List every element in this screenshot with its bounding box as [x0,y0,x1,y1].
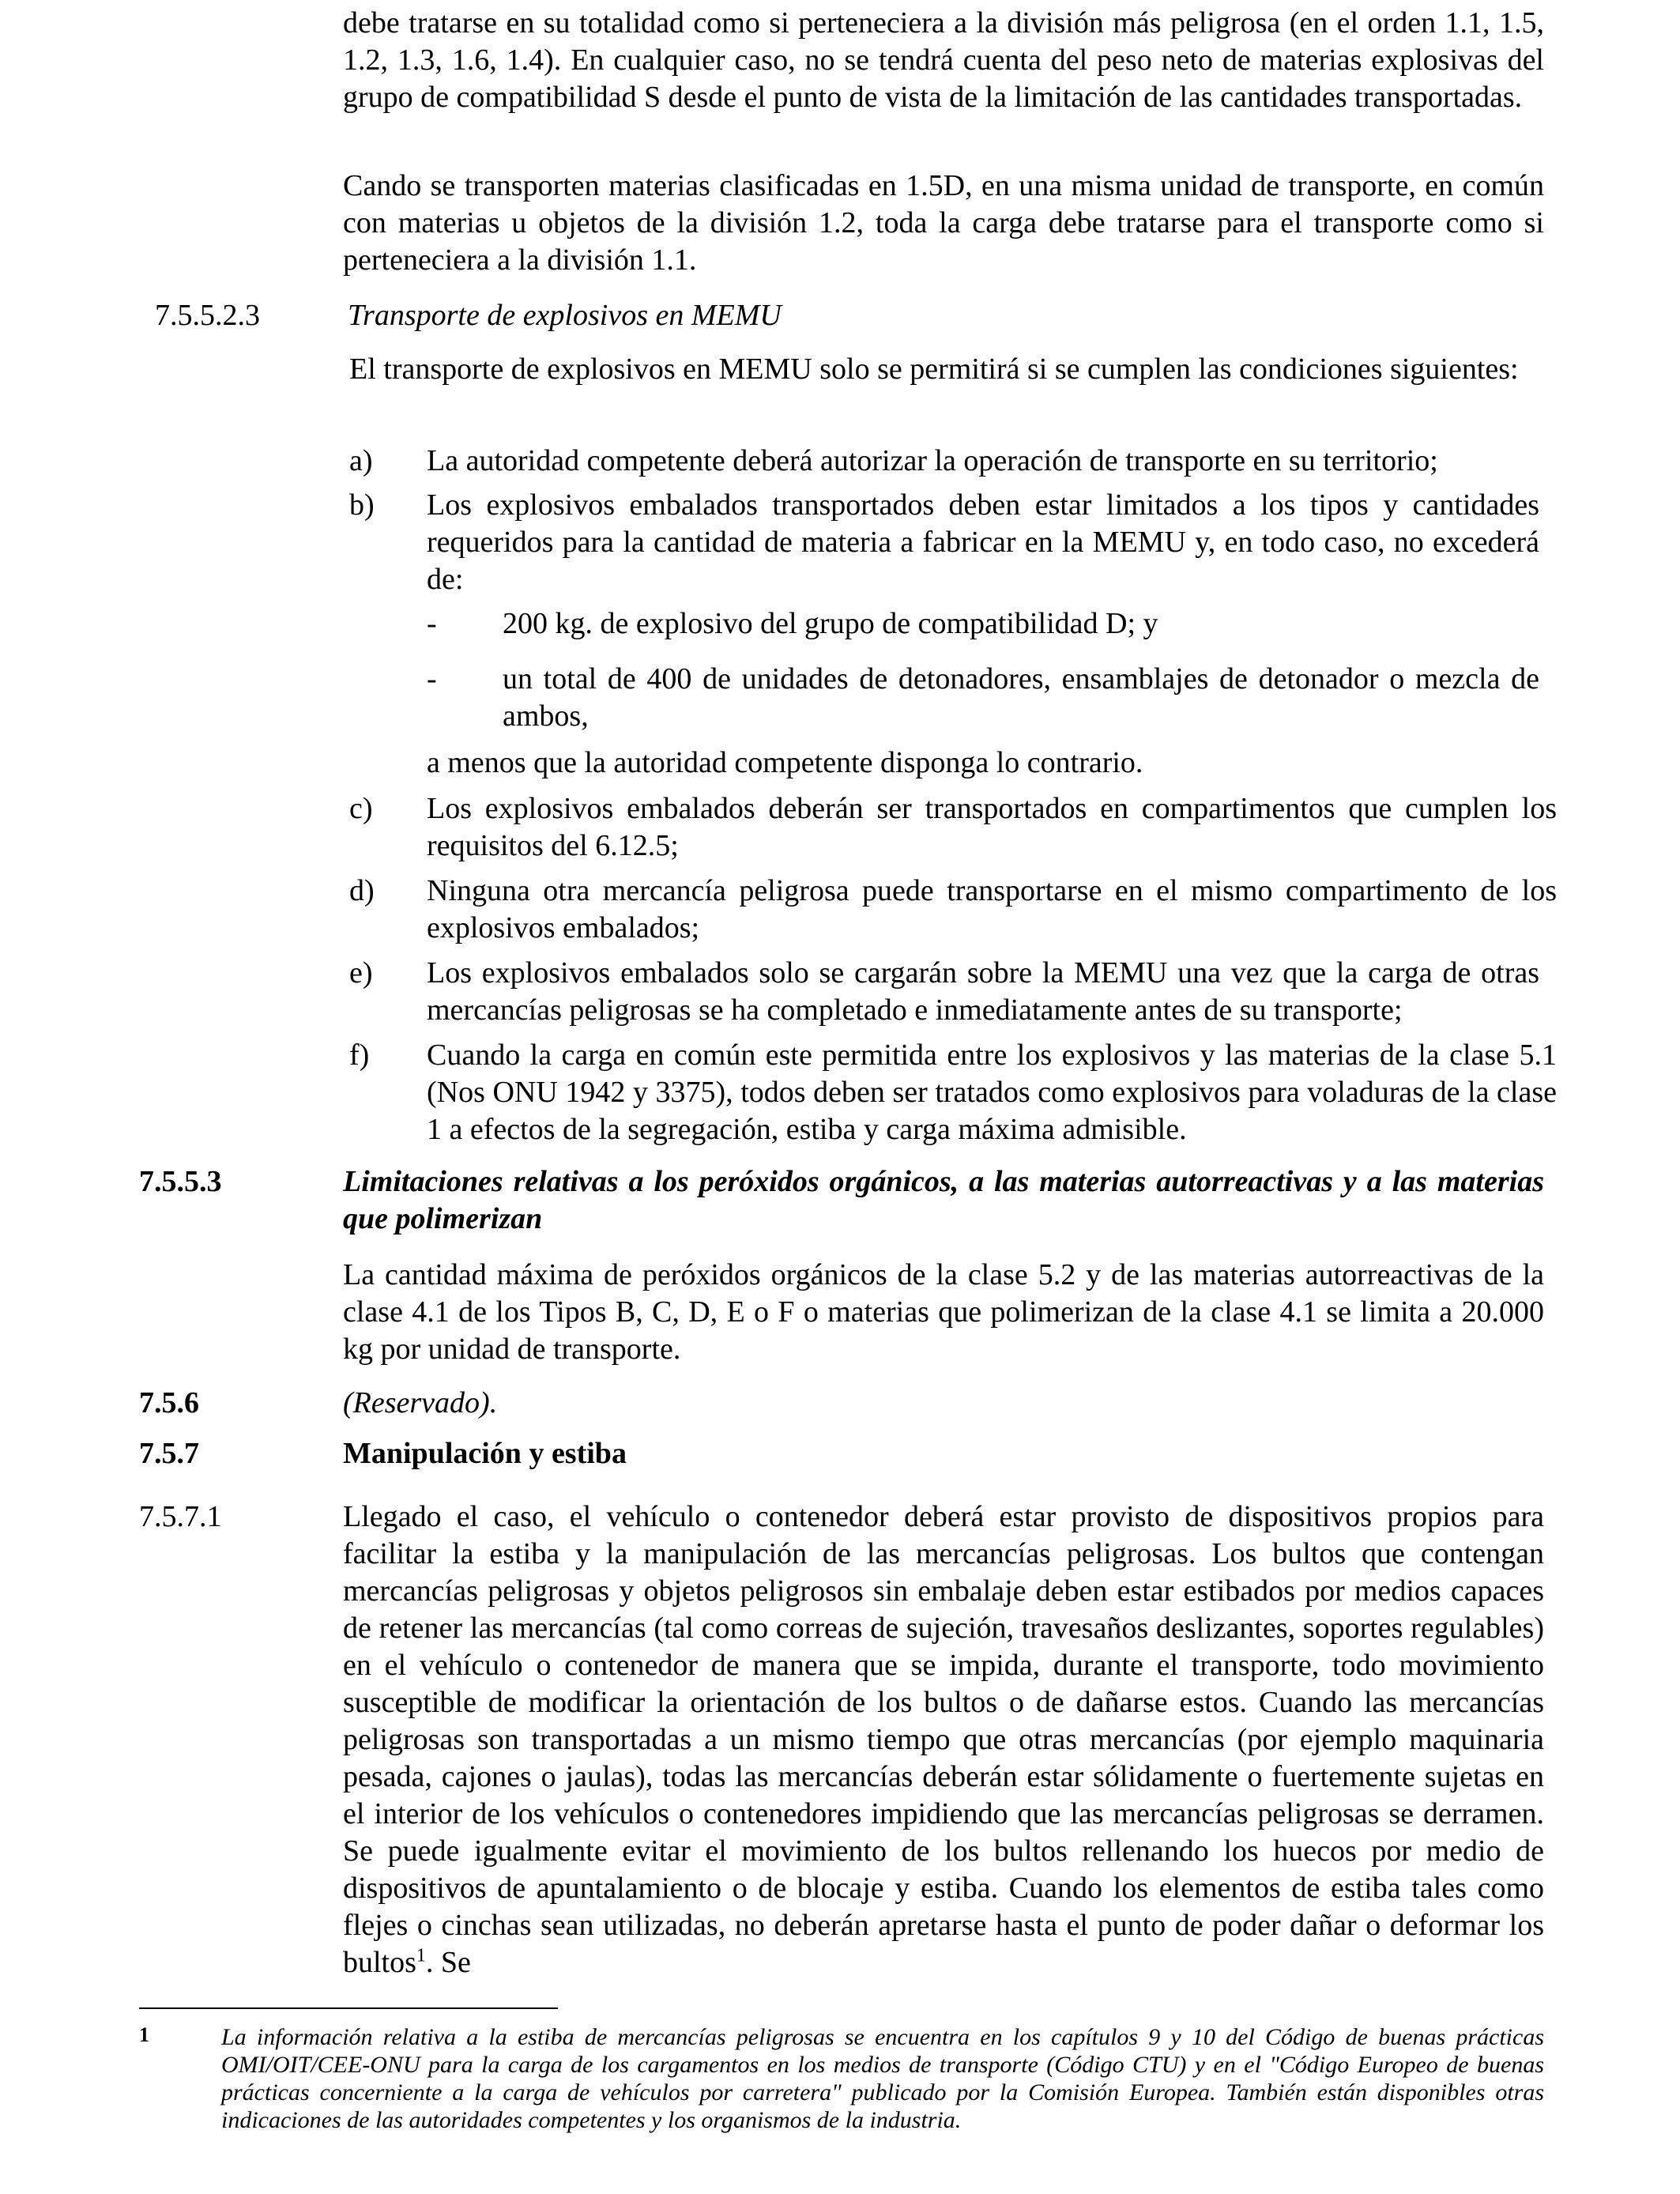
footnote-text: La información relativa a la estiba de mercancías peligrosas se encuentra en los capítulos 9 y 10 del Código de buenas prácticas OMI/OIT/CEE-ONU para la carga de los cargamentos en los medios de transporte (Código CTU) y en el "Código Europeo de buenas prácticas concerniente a la carga de vehículos por carretera" publicado por la Comisión Europea. También están disponibles otras indicaciones de las autoridades competentes y los organismos de la industria. [221,2024,1544,2133]
list-label-e: e) [349,956,373,990]
section-title-memu: Transporte de explosivos en MEMU [348,299,782,332]
list-label-d: d) [349,874,375,907]
list-b-closing: a menos que la autoridad competente disponga lo contrario. [427,746,1143,779]
handling-body-tail: . Se [425,1946,471,1979]
section-number-7-5-7: 7.5.7 [139,1437,199,1470]
list-label-b: b) [349,488,375,522]
section-title-handling: Manipulación y estiba [343,1437,627,1470]
section-number-7-5-5-3: 7.5.5.3 [139,1165,222,1198]
list-item-e: Los explosivos embalados solo se cargarán sobre la MEMU una vez que la carga de otras mercancías peligrosas se ha completado e inmediatamente antes de su transporte; [427,956,1539,1027]
footnote-separator [139,2007,558,2009]
paragraph-memu-intro: El transporte de explosivos en MEMU solo se permitirá si se cumplen las condiciones siguientes: [349,352,1519,386]
list-item-c: Los explosivos embalados deberán ser transportados en compartimentos que cumplen los requisitos del 6.12.5; [427,792,1557,862]
section-number-7-5-6: 7.5.6 [139,1386,199,1419]
list-item-d: Ninguna otra mercancía peligrosa puede transportarse en el mismo compartimento de los explosivos embalados; [427,874,1557,944]
dash-mark-1: - [427,607,437,640]
section-title-reserved: (Reservado). [343,1386,498,1419]
paragraph-handling-stowage [343,1498,1544,1981]
dash-item-detonators: un total de 400 de unidades de detonadores, ensamblajes de detonador o mezcla de ambos, [503,662,1539,733]
footnote-mark: 1 [139,2023,149,2046]
paragraph-division-order: debe tratarse en su totalidad como si perteneciera a la división más peligrosa (en el orden 1.1, 1.5, 1.2, 1.3, 1.6, 1.4). En cualquier caso, no se tendrá cuenta del peso neto de materias explosivas del grupo de compatibilidad S desde el punto de vista de la limitación de las cantidades transportadas. [343,6,1544,114]
footnote-reference[interactable]: 1 [416,1945,426,1966]
list-item-b: Los explosivos embalados transportados deben estar limitados a los tipos y cantidades requeridos para la cantidad de materia a fabricar en la MEMU y, en todo caso, no excederá de: [427,488,1539,596]
section-number-7-5-7-1: 7.5.7.1 [139,1500,222,1533]
list-item-a: La autoridad competente deberá autorizar la operación de transporte en su territorio; [427,444,1438,477]
list-label-c: c) [349,792,373,825]
handling-body-text: Llegado el caso, el vehículo o contenedor deberá estar provisto de dispositivos propios para facilitar la estiba y la manipulación de las mercancías peligrosas. Los bultos que contengan mercancías peligrosas y objetos peligrosos sin embalaje deben estar estibados por medios capaces de retener las mercancías (tal como correas de sujeción, travesaños deslizantes, soportes regulables) en el vehículo o contenedor de manera que se impida, durante el transporte, todo movimiento susceptible de modificar la orientación de los bultos o de dañarse estos. Cuando las mercancías peligrosas son transportadas a un mismo tiempo que otras mercancías (por ejemplo maquinaria pesada, cajones o jaulas), todas las mercancías deberán estar sólidamente o fuertemente sujetas en el interior de los vehículos o contenedores impidiendo que las mercancías peligrosas se derramen. Se puede igualmente evitar el movimiento de los bultos rellenando los huecos por medio de dispositivos de apuntalamiento o de blocaje y estiba. Cuando los elementos de estiba tales como flejes o cinchas sean utilizadas, no deberán apretarse hasta el punto de poder dañar o deformar los bultos [343,1500,1544,1979]
dash-item-200kg: 200 kg. de explosivo del grupo de compatibilidad D; y [503,607,1158,640]
section-number-7-5-5-2-3: 7.5.5.2.3 [155,299,260,332]
dash-mark-2: - [427,662,437,696]
paragraph-15d-transport: Cando se transporten materias clasificadas en 1.5D, en una misma unidad de transporte, en común con materias u objetos de la división 1.2, toda la carga debe tratarse para el transporte como si perteneciera a la división 1.1. [343,169,1544,277]
section-title-peroxides: Limitaciones relativas a los peróxidos orgánicos, a las materias autorreactivas y a las materias que polimerizan [343,1165,1544,1235]
paragraph-peroxides-limit: La cantidad máxima de peróxidos orgánicos de la clase 5.2 y de las materias autorreactivas de la clase 4.1 de los Tipos B, C, D, E o F o materias que polimerizan de la clase 4.1 se limita a 20.000 kg por unidad de transporte. [343,1258,1544,1366]
list-label-f: f) [349,1039,370,1072]
list-item-f: Cuando la carga en común este permitida entre los explosivos y las materias de la clase 5.1 (Nos ONU 1942 y 3375), todos deben ser tratados como explosivos para voladuras de la clase 1 a efectos de la segregación, estiba y carga máxima admisible. [427,1039,1557,1146]
list-label-a: a) [349,444,373,477]
